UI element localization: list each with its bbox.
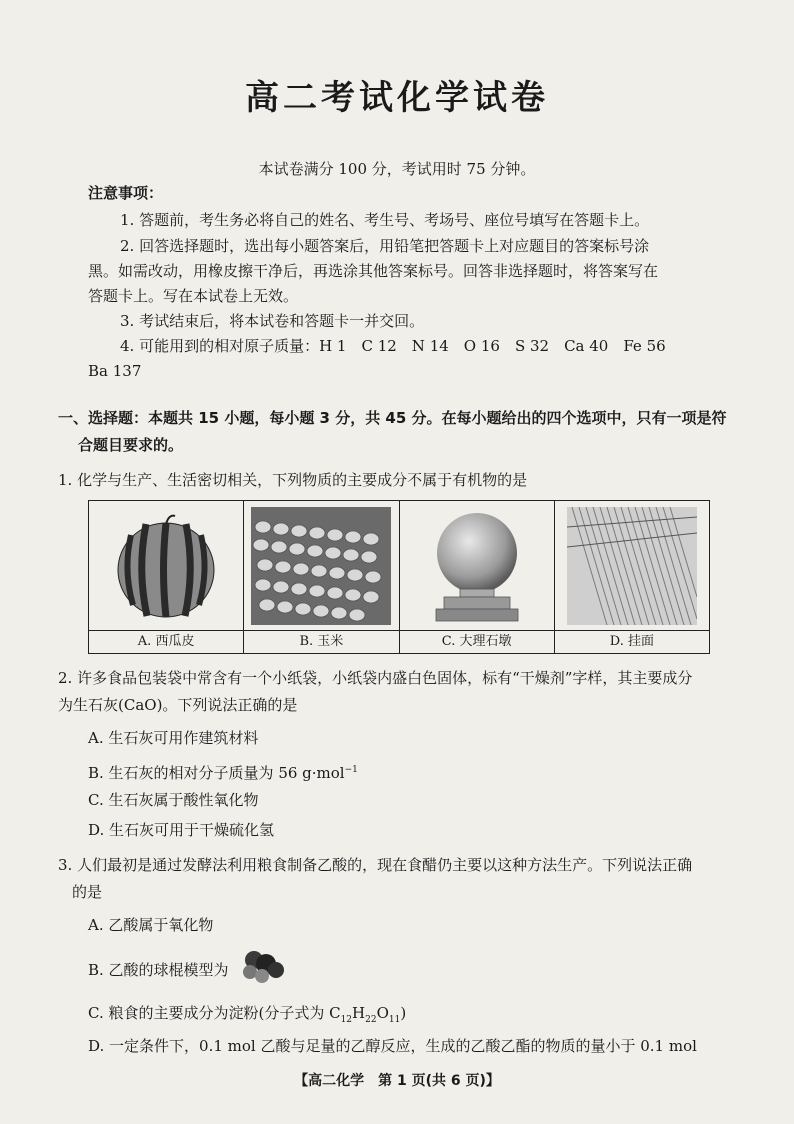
section-heading-cont: 合题目要求的。 bbox=[78, 436, 184, 454]
notice-item: 2. 回答选择题时，选出每小题答案后，用铅笔把答题卡上对应题目的答案标号涂 bbox=[120, 237, 650, 255]
question-2-option-d: D. 生石灰可用于干燥硫化氢 bbox=[88, 821, 275, 839]
notice-item: 答题卡上。写在本试卷上无效。 bbox=[88, 287, 299, 305]
option-c-cell bbox=[400, 501, 555, 653]
option-d-cell bbox=[555, 501, 709, 653]
marble-pier-image bbox=[400, 501, 554, 631]
section-heading: 一、选择题：本题共 15 小题，每小题 3 分，共 45 分。在每小题给出的四个选项中，只有一项是符 bbox=[58, 409, 727, 427]
corn-image bbox=[244, 501, 398, 631]
option-b-caption: B. 玉米 bbox=[299, 634, 344, 649]
notice-item: 1. 答题前，考生务必将自己的姓名、考生号、考场号、座位号填写在答题卡上。 bbox=[120, 211, 650, 229]
question-1-stem: 1. 化学与生产、生活密切相关，下列物质的主要成分不属于有机物的是 bbox=[58, 471, 528, 489]
question-2-stem-cont: 为生石灰(CaO)。下列说法正确的是 bbox=[58, 696, 298, 714]
question-2-option-b: B. 生石灰的相对分子质量为 56 g·mol$^{-1}$ bbox=[88, 764, 358, 782]
question-3-option-b: B. 乙酸的球棍模型为 bbox=[88, 961, 229, 979]
question-2-option-c: C. 生石灰属于酸性氧化物 bbox=[88, 791, 259, 809]
option-c-caption: C. 大理石墩 bbox=[441, 634, 512, 649]
question-3-option-a: A. 乙酸属于氧化物 bbox=[88, 916, 214, 934]
page-title: 高二考试化学试卷 bbox=[245, 78, 549, 118]
question-2-option-a: A. 生石灰可用作建筑材料 bbox=[88, 729, 259, 747]
question-2-stem: 2. 许多食品包装袋中常含有一个小纸袋，小纸袋内盛白色固体，标有“干燥剂”字样，其主要成分 bbox=[58, 669, 693, 687]
notice-item: 4. 可能用到的相对原子质量：H 1 C 12 N 14 O 16 S 32 Ca 40 Fe 56 bbox=[120, 337, 666, 355]
acetic-acid-ball-stick-model-icon bbox=[236, 946, 286, 986]
exam-info: 本试卷满分 100 分，考试用时 75 分钟。 bbox=[258, 160, 536, 178]
question-1-figure-table bbox=[88, 500, 710, 654]
question-3-stem: 3. 人们最初是通过发酵法利用粮食制备乙酸的，现在食醋仍主要以这种方法生产。下列说法正确 bbox=[58, 856, 693, 874]
noodles-image bbox=[555, 501, 709, 631]
option-d-caption: D. 挂面 bbox=[609, 634, 654, 649]
page-footer: 【高二化学 第 1 页(共 6 页)】 bbox=[294, 1073, 500, 1089]
question-3-option-c: C. 粮食的主要成分为淀粉(分子式为 $C_{12}H_{22}O_{11}$) bbox=[88, 1004, 407, 1025]
option-b-cell bbox=[244, 501, 399, 653]
notice-item: 3. 考试结束后，将本试卷和答题卡一并交回。 bbox=[120, 312, 425, 330]
watermelon-image bbox=[89, 501, 243, 631]
notice-item: 黑。如需改动，用橡皮擦干净后，再选涂其他答案标号。回答非选择题时，将答案写在 bbox=[88, 262, 659, 280]
option-a-caption: A. 西瓜皮 bbox=[137, 634, 195, 649]
notice-item: Ba 137 bbox=[88, 362, 142, 380]
notice-heading: 注意事项： bbox=[88, 184, 164, 202]
question-3-stem-cont: 的是 bbox=[72, 883, 103, 901]
option-a-cell bbox=[89, 501, 244, 653]
question-3-option-d: D. 一定条件下，0.1 mol 乙酸与足量的乙醇反应，生成的乙酸乙酯的物质的量小于 0.1 mol bbox=[88, 1037, 697, 1055]
